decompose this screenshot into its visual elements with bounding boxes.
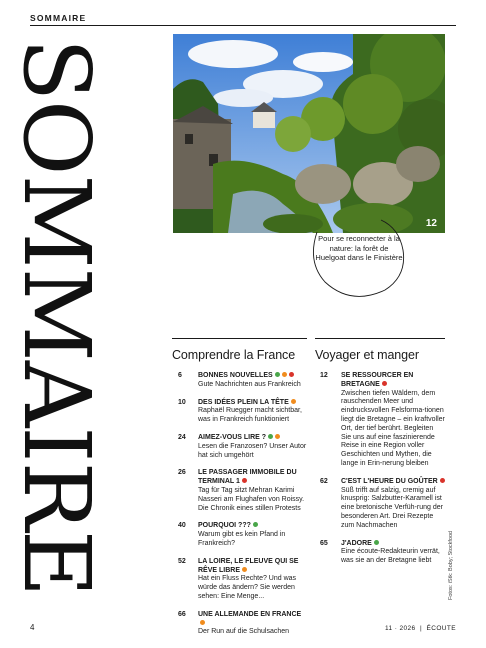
level-dot-icon [268, 434, 273, 439]
entry-description: Zwischen tiefen Wäldern, dem rauschenden Meer und eindrucksvollen Felsforma-tionen liegt die Bretagne – ein kraftvoller Ort, der tief berührt. Begleiten Sie uns auf eine faszinierende Reise in eine Region voller Geschichten und Mythen, die lange in Erin-nerung bleiben [341, 389, 445, 467]
toc-entry[interactable] [172, 372, 307, 390]
entry-title: SE RESSOURCER EN BRETAGNE [341, 372, 414, 388]
level-dot-icon [282, 372, 287, 377]
entry-page-number: 52 [178, 557, 186, 565]
column-title: Comprendre la France [172, 348, 296, 362]
toc-column-comprendre [172, 338, 307, 646]
magazine-name: ÉCOUTE [426, 625, 456, 632]
entry-page-number: 12 [320, 372, 328, 379]
page-number: 4 [30, 623, 35, 632]
level-dot-icon [289, 372, 294, 377]
entry-description: Süß trifft auf salzig, cremig auf knusprig: Salzbutter-Karamell ist eine bretonische Verfüh-rung der besonderen Art. Drei Rezepte zum Nachmachen [341, 486, 443, 529]
entry-description: Der Run auf die Schulsachen [198, 628, 290, 636]
level-dot-icon [374, 540, 379, 545]
entry-page-number: 26 [178, 469, 186, 477]
entry-title: AIMEZ-VOUS LIRE ? [198, 433, 267, 441]
entry-description: Gute Nachrichten aus Frankreich [198, 380, 301, 388]
big-vertical-title: SOMMAIRE [3, 38, 110, 597]
footer-issue [385, 625, 456, 632]
entry-title: LA LOIRE, LE FLEUVE QUI SE RÊVE LIBRE [198, 557, 299, 574]
photo-caption: Pour se reconnecter à la nature: la forêt de Huelgoat dans le Finistère [315, 234, 403, 262]
level-dot-icon [242, 567, 247, 572]
toc-entry[interactable] [172, 558, 307, 602]
entry-description: Warum gibt es kein Pfand in Frankreich? [198, 531, 286, 547]
footer-separator: | [419, 625, 423, 632]
toc-list-left [172, 372, 307, 637]
level-dot-icon [275, 434, 280, 439]
entry-description: Hat ein Fluss Rechte? Und was würde das ändern? Sie werden sehen: Eine Menge... [198, 575, 297, 600]
toc-entry[interactable] [172, 611, 307, 637]
toc-entry[interactable] [172, 522, 307, 548]
section-header: SOMMAIRE [30, 13, 87, 23]
column-rule [172, 338, 307, 339]
entry-title: DES IDÉES PLEIN LA TÊTE [198, 398, 289, 406]
header-rule [30, 25, 456, 26]
entry-title: POURQUOI ??? [198, 522, 251, 530]
photo-illustration [173, 34, 445, 233]
entry-description: Lesen die Franzosen? Unser Autor hat sich umgehört [198, 442, 307, 459]
cover-photo[interactable] [173, 34, 445, 233]
entry-description: Eine écoute-Redakteurin verrät, was sie an der Bretagne liebt [341, 548, 440, 565]
toc-entry[interactable] [315, 540, 445, 566]
level-dot-icon [242, 478, 247, 483]
toc-entry[interactable] [172, 469, 307, 513]
entry-title: J'ADORE [341, 539, 372, 547]
entry-title: C'EST L'HEURE DU GOÛTER [341, 477, 438, 485]
level-dot-icon [275, 372, 280, 377]
column-rule [315, 338, 445, 339]
toc-list-right [315, 372, 445, 566]
entry-page-number: 66 [178, 610, 186, 618]
entry-title: LE PASSAGER IMMOBILE DU TERMINAL 1 [198, 469, 297, 486]
toc-entry[interactable] [172, 399, 307, 425]
column-title: Voyager et manger [315, 348, 419, 362]
entry-title: UNE ALLEMANDE EN FRANCE [198, 610, 302, 618]
entry-description: Raphaël Ruegger macht sichtbar, was in Frankreich funktioniert [198, 407, 302, 424]
toc-column-voyager [315, 338, 445, 575]
toc-entry[interactable] [315, 372, 445, 469]
toc-entry[interactable] [172, 434, 307, 460]
level-dot-icon [382, 381, 387, 386]
entry-page-number: 40 [178, 522, 186, 530]
photo-page-reference: 12 [425, 218, 437, 229]
entry-description: Tag für Tag sitzt Mehran Karimi Nasseri am Flughafen von Roissy. Die Chronik eines stillen Protests [198, 486, 305, 512]
entry-page-number: 10 [178, 398, 186, 406]
entry-title: BONNES NOUVELLES [198, 372, 273, 379]
level-dot-icon [200, 620, 205, 625]
level-dot-icon [440, 478, 445, 483]
level-dot-icon [253, 522, 258, 527]
issue-date: 11 · 2026 [384, 625, 416, 632]
photo-credit: Fotos: iStk: Boby; Stockfood [448, 530, 454, 600]
entry-page-number: 24 [178, 433, 186, 441]
entry-page-number: 6 [178, 372, 182, 379]
entry-page-number: 62 [320, 477, 328, 485]
level-dot-icon [291, 399, 296, 404]
entry-page-number: 65 [320, 539, 328, 547]
toc-entry[interactable] [315, 478, 445, 531]
